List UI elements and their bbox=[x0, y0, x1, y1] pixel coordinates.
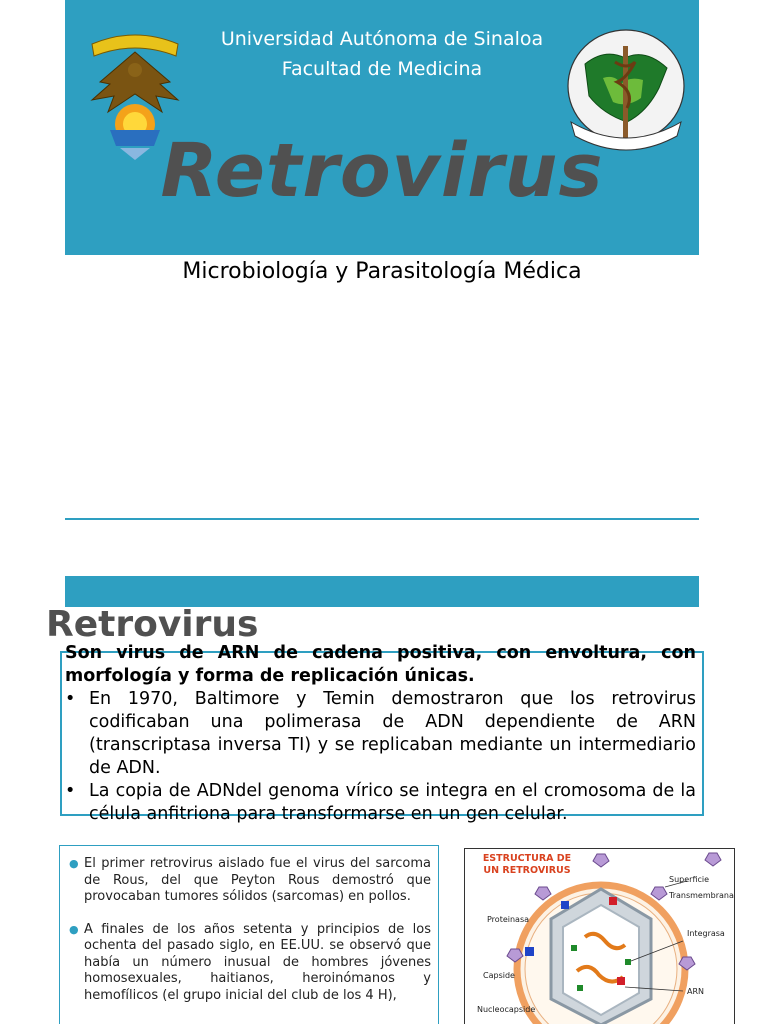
content-text bbox=[65, 642, 696, 826]
presentation-title: Retrovirus bbox=[160, 128, 604, 214]
label-integrasa: Integrasa bbox=[687, 929, 725, 938]
bullet-item: • La copia de ADNdel genoma vírico se integra en el cromosoma de la célula anfitriona para transformarse en un gen celular. bbox=[65, 780, 696, 826]
bullet-icon: ● bbox=[69, 922, 79, 936]
retrovirus-structure-diagram bbox=[464, 848, 735, 1024]
label-transmembrana: Transmembrana bbox=[669, 891, 734, 900]
history-list bbox=[60, 846, 438, 1004]
history-text: A finales de los años setenta y principios de los ochenta del pasado siglo, en EE.UU. se observó que había un número inusual de hombres jóvenes homosexuales, haitianos, heroinómanos y hemofílicos (el grupo inicial del club de los 4 H), bbox=[84, 921, 431, 1003]
label-proteinasa: Proteinasa bbox=[487, 915, 530, 924]
label-capside: Capside bbox=[483, 971, 515, 980]
label-nucleocapside: Nucleocapside bbox=[477, 1005, 536, 1014]
bullet-icon: ● bbox=[69, 857, 79, 870]
label-arn: ARN bbox=[687, 987, 705, 996]
university-name: Universidad Autónoma de Sinaloa bbox=[220, 28, 544, 50]
history-item bbox=[69, 921, 431, 1005]
history-text: El primer retrovirus aislado fue el virus del sarcoma de Rous, del que Peyton Rous demostró que provocaban tumores sólidos (sarcomas) en pollos. bbox=[84, 856, 431, 904]
history-info-box bbox=[59, 845, 439, 1024]
course-subtitle: Microbiología y Parasitología Médica bbox=[182, 259, 582, 284]
diagram-title: ESTRUCTURA DE UN RETROVIRUS bbox=[482, 853, 572, 876]
slide2-header-band bbox=[65, 576, 699, 607]
bullet-item: • En 1970, Baltimore y Temin demostraron que los retrovirus codificaban una polimerasa de ADN dependiente de ARN (transcriptasa inversa TI) y se replicaban mediante un intermediario de ADN. bbox=[65, 688, 696, 780]
faculty-name: Facultad de Medicina bbox=[281, 58, 483, 80]
slide2-title: Retrovirus bbox=[46, 604, 259, 645]
history-item bbox=[69, 856, 431, 906]
label-superficie: Superficie bbox=[669, 875, 710, 884]
lead-paragraph: Son virus de ARN de cadena positiva, con envoltura, con morfología y forma de replicación únicas. bbox=[65, 643, 696, 686]
slide-divider bbox=[65, 518, 699, 520]
bullet-list bbox=[65, 688, 696, 826]
